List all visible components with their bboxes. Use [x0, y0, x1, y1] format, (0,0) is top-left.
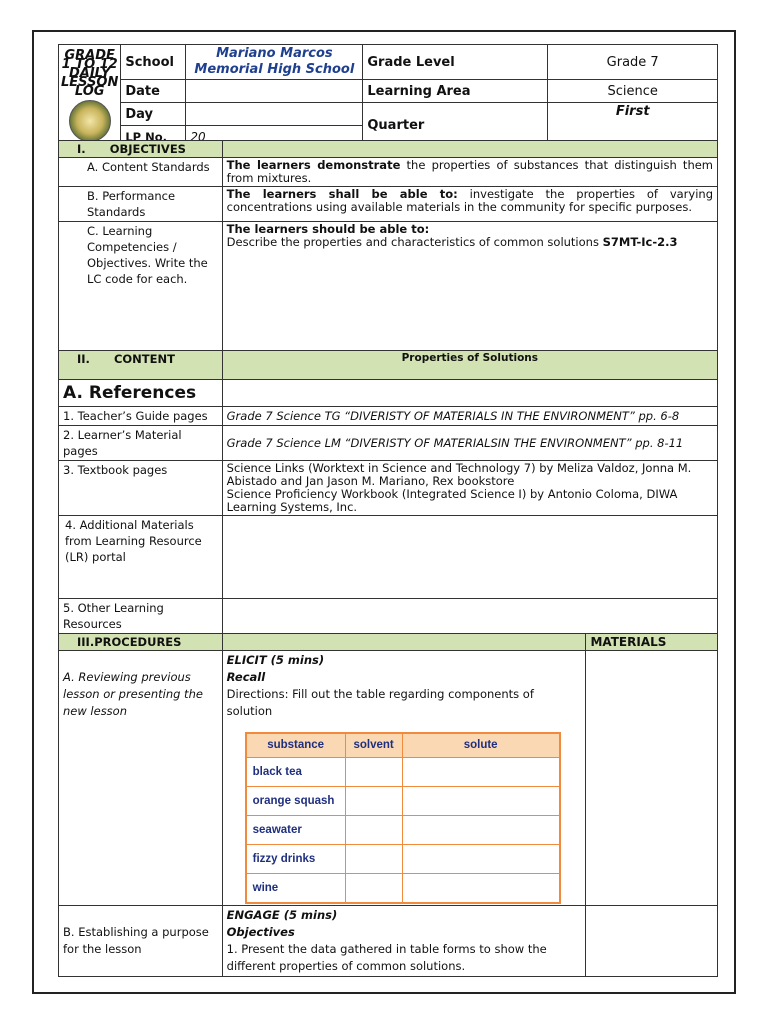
- other-resources-label: 5. Other Learning Resources: [59, 599, 223, 634]
- learning-competencies-code: S7MT-Ic-2.3: [602, 235, 678, 249]
- learning-competencies-lead: The learners should be able to:: [226, 222, 430, 236]
- solvent-cell[interactable]: [345, 816, 402, 845]
- procedure-a-materials: [586, 651, 718, 906]
- solvent-cell[interactable]: [345, 787, 402, 816]
- lesson-log-page: [32, 30, 736, 994]
- reference-value: Grade 7 Science TG “DIVERISTY OF MATERIALS IN THE ENVIRONMENT” pp. 6-8: [222, 407, 717, 426]
- content-num: II.: [77, 352, 90, 366]
- solvent-cell[interactable]: [345, 758, 402, 787]
- reference-row-tg: [59, 407, 718, 426]
- procedure-b-content: [222, 906, 586, 977]
- substance-cell: orange squash: [246, 787, 346, 816]
- procedure-b-row: [59, 906, 718, 977]
- table-row: [246, 845, 560, 874]
- solute-cell[interactable]: [402, 874, 560, 904]
- recall-directions: Directions: Fill out the table regarding components of solution: [226, 687, 534, 718]
- content-heading: [59, 351, 223, 380]
- substance-cell: fizzy drinks: [246, 845, 346, 874]
- engage-text: 1. Present the data gathered in table forms to show the different properties of common solutions.: [226, 942, 547, 973]
- table-row: [246, 874, 560, 904]
- references-title: A. References: [59, 380, 223, 407]
- reference-row-textbook: [59, 461, 718, 516]
- lp-label: LP No.: [121, 126, 186, 149]
- procedure-a-row: [59, 651, 718, 906]
- recall-activity: Recall: [226, 670, 266, 684]
- other-resources-value: [222, 599, 717, 634]
- reference-label: 4. Additional Materials from Learning Resource (LR) portal: [59, 516, 223, 599]
- objectives-header-blank: [222, 141, 717, 158]
- substance-cell: black tea: [246, 758, 346, 787]
- other-resources-row: [59, 599, 718, 634]
- col-substance: substance: [246, 733, 346, 758]
- content-topic: Properties of Solutions: [222, 351, 717, 380]
- reference-value: [222, 516, 717, 599]
- procedure-a-content: [222, 651, 586, 906]
- procedures-header-row: [59, 634, 718, 651]
- references-header-row: [59, 380, 718, 407]
- learning-area-label: Learning Area: [363, 80, 548, 103]
- reference-value: [222, 461, 717, 516]
- solute-cell[interactable]: [402, 758, 560, 787]
- content-header-row: [59, 351, 718, 380]
- quarter-value: First: [548, 103, 718, 149]
- materials-heading: MATERIALS: [586, 634, 718, 651]
- objectives-activity: Objectives: [226, 925, 295, 939]
- textbook-ref-2: Science Proficiency Workbook (Integrated Science I) by Antonio Coloma, DIWA Learning Systems, Inc.: [226, 487, 678, 514]
- performance-standards-label: B. Performance Standards: [59, 187, 223, 222]
- textbook-ref-1: Science Links (Worktext in Science and Technology 7) by Meliza Valdoz, Jonna M. Abistado and Jan Jason M. Mariano, Rex bookstore: [226, 461, 692, 488]
- objectives-title: OBJECTIVES: [109, 142, 186, 156]
- content-title: CONTENT: [113, 352, 175, 366]
- procedures-header-blank: [222, 634, 586, 651]
- performance-standards-lead: The learners shall be able to:: [226, 187, 458, 201]
- table-row: [246, 758, 560, 787]
- objectives-num: I.: [77, 142, 86, 156]
- elicit-phase: ELICIT (5 mins): [226, 653, 325, 667]
- reference-value: Grade 7 Science LM “DIVERISTY OF MATERIALSIN THE ENVIRONMENT” pp. 8-11: [222, 426, 717, 461]
- table-row: [246, 787, 560, 816]
- dll-title: GRADE 1 TO 12 DAILY LESSON LOG: [61, 48, 119, 99]
- day-value: [186, 103, 363, 126]
- performance-standards-row: [59, 187, 718, 222]
- solvent-cell[interactable]: [345, 874, 402, 904]
- lesson-body-table: [58, 140, 718, 977]
- content-standards-value: [222, 158, 717, 187]
- content-standards-text: the properties of substances that distinguish them from mixtures.: [226, 158, 714, 185]
- reference-label: 3. Textbook pages: [59, 461, 223, 516]
- substance-cell: seawater: [246, 816, 346, 845]
- quarter-label: Quarter: [363, 103, 548, 149]
- reference-row-lr-portal: [59, 516, 718, 599]
- logo-cell: [59, 45, 121, 149]
- date-value: [186, 80, 363, 103]
- school-name: Mariano Marcos Memorial High School: [186, 45, 363, 80]
- reference-label: 1. Teacher’s Guide pages: [59, 407, 223, 426]
- day-label: Day: [121, 103, 186, 126]
- solvent-cell[interactable]: [345, 845, 402, 874]
- learning-competencies-text: Describe the properties and characteristics of common solutions: [226, 235, 603, 249]
- content-standards-lead: The learners demonstrate: [226, 158, 401, 172]
- learning-competencies-row: [59, 222, 718, 351]
- col-solute: solute: [402, 733, 560, 758]
- solute-cell[interactable]: [402, 787, 560, 816]
- learning-area-value: Science: [548, 80, 718, 103]
- reference-label: 2. Learner’s Material pages: [59, 426, 223, 461]
- content-standards-row: [59, 158, 718, 187]
- learning-competencies-value: [222, 222, 717, 351]
- content-standards-label: A. Content Standards: [59, 158, 223, 187]
- procedures-title: III.PROCEDURES: [59, 634, 223, 651]
- components-table-header: [246, 733, 560, 758]
- procedure-b-label: B. Establishing a purpose for the lesson: [59, 906, 223, 977]
- reference-row-lm: [59, 426, 718, 461]
- header-table: [58, 44, 718, 149]
- solute-cell[interactable]: [402, 845, 560, 874]
- procedure-b-materials: [586, 906, 718, 977]
- performance-standards-value: [222, 187, 717, 222]
- table-row: [246, 816, 560, 845]
- procedure-a-label: A. Reviewing previous lesson or presenting the new lesson: [59, 651, 223, 906]
- school-label: School: [121, 45, 186, 80]
- components-table: [245, 732, 561, 904]
- school-seal-icon: [69, 100, 111, 142]
- lp-value: 20: [186, 126, 363, 149]
- col-solvent: solvent: [345, 733, 402, 758]
- substance-cell: wine: [246, 874, 346, 904]
- solute-cell[interactable]: [402, 816, 560, 845]
- objectives-heading: [59, 141, 223, 158]
- objectives-header-row: [59, 141, 718, 158]
- performance-standards-text: investigate the properties of varying concentrations using available materials in the community for specific purposes.: [226, 187, 713, 214]
- learning-competencies-label: C. Learning Competencies / Objectives. Write the LC code for each.: [59, 222, 223, 351]
- references-header-blank: [222, 380, 717, 407]
- engage-phase: ENGAGE (5 mins): [226, 908, 338, 922]
- grade-level-value: Grade 7: [548, 45, 718, 80]
- grade-level-label: Grade Level: [363, 45, 548, 80]
- date-label: Date: [121, 80, 186, 103]
